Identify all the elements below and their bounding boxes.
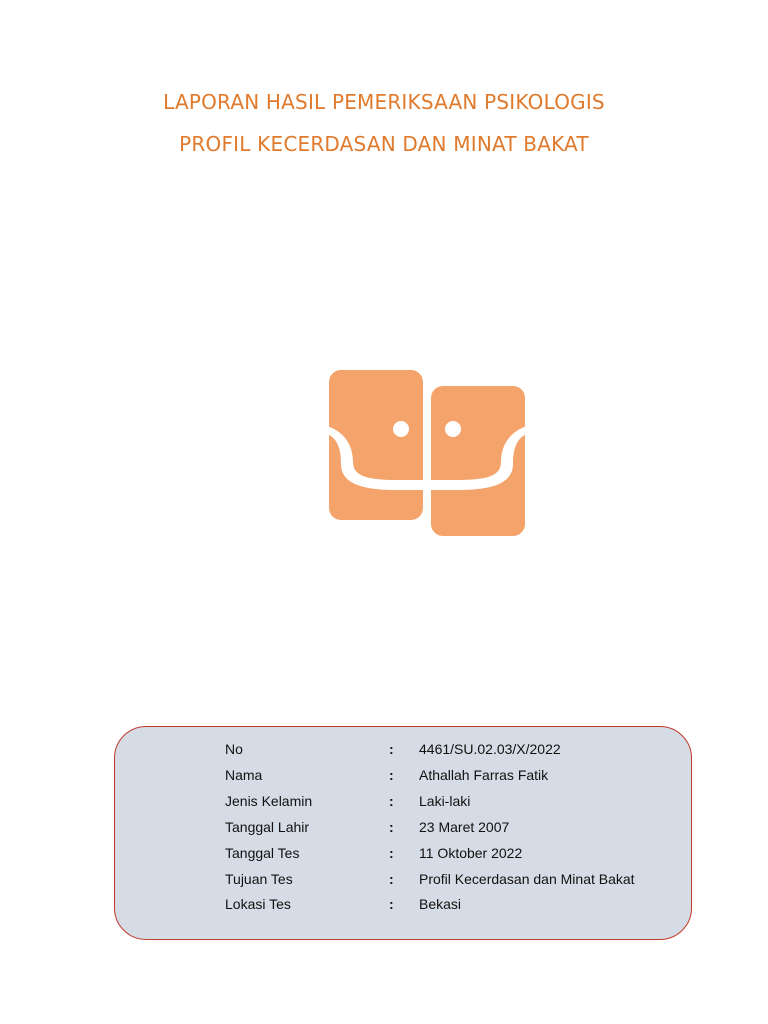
info-row-nama <box>115 767 691 787</box>
info-value: 4461/SU.02.03/X/2022 <box>419 741 561 757</box>
info-value: Profil Kecerdasan dan Minat Bakat <box>419 871 635 887</box>
info-value: 11 Oktober 2022 <box>419 845 523 861</box>
info-label: Tujuan Tes <box>225 871 293 887</box>
info-value: 23 Maret 2007 <box>419 819 510 835</box>
info-colon: : <box>389 793 394 809</box>
info-label: Lokasi Tes <box>225 896 291 912</box>
info-label: Nama <box>225 767 263 783</box>
info-colon: : <box>389 741 394 757</box>
info-label: Jenis Kelamin <box>225 793 313 809</box>
info-value: Bekasi <box>419 896 462 912</box>
info-row-no <box>115 741 691 761</box>
info-row-tujuan-tes <box>115 871 691 891</box>
info-row-tanggal-tes <box>115 845 691 865</box>
info-label: Tanggal Tes <box>225 845 300 861</box>
info-row-tanggal-lahir <box>115 819 691 839</box>
report-title: LAPORAN HASIL PEMERIKSAAN PSIKOLOGIS <box>163 90 605 114</box>
info-row-jenis-kelamin <box>115 793 691 813</box>
orange-two-panel-logo-icon <box>327 368 527 538</box>
logo-left-eye <box>393 421 409 437</box>
info-colon: : <box>389 845 394 861</box>
info-colon: : <box>389 871 394 887</box>
logo-right-eye <box>445 421 461 437</box>
info-colon: : <box>389 819 394 835</box>
report-subtitle: PROFIL KECERDASAN DAN MINAT BAKAT <box>179 132 589 156</box>
info-value: Laki-laki <box>419 793 471 809</box>
identity-info-box <box>114 726 692 940</box>
info-colon: : <box>389 896 394 912</box>
info-value: Athallah Farras Fatik <box>419 767 549 783</box>
info-row-lokasi-tes <box>115 896 691 916</box>
info-label: Tanggal Lahir <box>225 819 310 835</box>
info-colon: : <box>389 767 394 783</box>
info-label: No <box>225 741 243 757</box>
